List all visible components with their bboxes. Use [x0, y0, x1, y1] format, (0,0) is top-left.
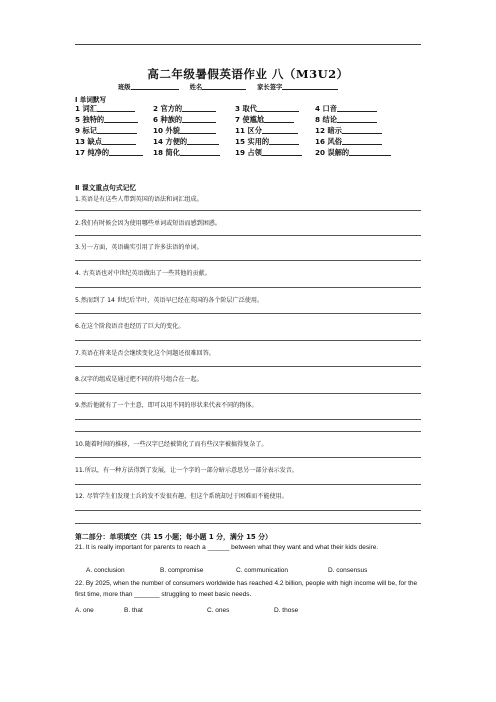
question-22-stem: 22. By 2025, when the number of consumers worldwide has reached 4.2 billion, people with high income will be, for the first time, more than _______ struggling to meet basic needs. [75, 580, 418, 599]
answer-line[interactable] [75, 484, 421, 485]
sentence-prompt: 2.我们有时候会因为使用哪些单词或短语而感到困惑。 [75, 220, 221, 227]
vocab-item: 6 种族的 [153, 115, 216, 125]
vocab-blank[interactable] [342, 137, 382, 145]
answer-line[interactable] [75, 457, 421, 458]
vocab-item: 19 占领 [235, 148, 302, 158]
class-label: 班级 [118, 84, 131, 91]
vocab-blank[interactable] [182, 115, 216, 123]
answer-line[interactable] [75, 431, 421, 432]
vocab-item: 1 词汇 [75, 104, 135, 114]
vocab-item: 11 区分 [235, 126, 298, 136]
vocab-item: 18 简化 [153, 148, 220, 158]
answer-line[interactable] [75, 510, 421, 511]
q22-option-c[interactable]: C. ones [207, 607, 230, 614]
answer-line[interactable] [75, 523, 421, 524]
sentence-prompt: 10.随着时间的推移，一些汉字已经被简化了而有些汉字被搞得复杂了。 [75, 441, 268, 448]
sentence-prompt: 6.在这个阶段语音也经历了巨大的变化。 [75, 323, 185, 330]
vocab-item: 16 风俗 [315, 137, 382, 147]
sentence-prompt: 11.所以，有一种方法得到了发展，让一个字的一部分暗示意思另一部分表示发音。 [75, 467, 298, 474]
vocab-item: 2 官方的 [153, 104, 216, 114]
answer-line[interactable] [75, 260, 421, 261]
q21-option-d[interactable]: D. consensus [328, 567, 368, 574]
vocab-blank[interactable] [97, 104, 135, 112]
q21-option-c[interactable]: C. communication [236, 567, 289, 574]
vocab-blank[interactable] [182, 104, 216, 112]
vocab-item: 9 标记 [75, 126, 137, 136]
vocab-blank[interactable] [187, 137, 219, 145]
vocab-blank[interactable] [337, 104, 377, 112]
vocab-item: 17 纯净的 [75, 148, 143, 158]
answer-line[interactable] [75, 235, 421, 236]
sentence-prompt: 3.另一方面，英语确实引用了许多法语的单词。 [75, 244, 203, 251]
q22-option-a[interactable]: A. one [75, 607, 94, 614]
q21-option-b[interactable]: B. compromise [160, 567, 204, 574]
page-title: 高二年级暑假英语作业 八（M3U2） [147, 67, 349, 81]
sentence-prompt: 5.然而到了 14 世纪后半叶，英语早已经在英国的各个阶层广泛使用。 [75, 297, 264, 304]
sentence-section-heading: Ⅱ 课文重点句式记忆 [75, 184, 137, 192]
answer-line[interactable] [75, 340, 421, 341]
q22-option-b[interactable]: B. that [124, 607, 143, 614]
answer-line[interactable] [75, 287, 421, 288]
vocab-item: 8 结论 [315, 115, 377, 125]
question-21-stem: 21. It is really important for parents to reach a ______ between what they want and what their kids desire. [75, 544, 379, 551]
vocab-item: 15 实用的 [235, 137, 299, 147]
sentence-prompt: 8.汉字的组成是通过把不同的符号组合在一起。 [75, 376, 203, 383]
sentence-prompt: 12. 尽管学生们发现士兵的发不发很有趣，但这个系统却过于困难而不能使用。 [75, 493, 288, 500]
vocab-blank[interactable] [342, 126, 382, 134]
part2-heading: 第二部分：单项填空（共 15 小题；每小题 1 分，满分 15 分） [75, 533, 272, 541]
answer-line[interactable] [75, 393, 421, 394]
vocab-item: 4 口音 [315, 104, 377, 114]
vocab-item: 10 外貌 [153, 126, 216, 136]
vocab-item: 5 独特的 [75, 115, 138, 125]
vocab-blank[interactable] [109, 148, 143, 156]
answer-line[interactable] [75, 313, 421, 314]
vocab-blank[interactable] [180, 126, 216, 134]
q21-option-a[interactable]: A. conclusion [86, 567, 125, 574]
vocab-blank[interactable] [102, 137, 136, 145]
name-field[interactable] [202, 82, 246, 90]
vocab-item: 13 缺点 [75, 137, 136, 147]
name-label: 姓名 [189, 84, 203, 91]
q22-option-d[interactable]: D. those [274, 607, 299, 614]
vocab-blank[interactable] [257, 104, 299, 112]
vocab-item: 20 误解的 [315, 148, 391, 158]
answer-line[interactable] [75, 210, 421, 211]
vocab-blank[interactable] [104, 115, 138, 123]
vocab-blank[interactable] [269, 137, 299, 145]
answer-line[interactable] [75, 419, 421, 420]
vocab-item: 7 使尴尬 [235, 115, 294, 125]
sentence-prompt: 4. 古英语也对中世纪英语做出了一些其他的贡献。 [75, 270, 211, 277]
top-rule [75, 44, 421, 45]
sentence-prompt: 1.英语是有这些人带到英国的语法和词汇组成。 [75, 196, 203, 203]
parent-signature-field[interactable] [282, 82, 338, 90]
vocab-blank[interactable] [262, 148, 302, 156]
vocab-blank[interactable] [180, 148, 220, 156]
parent-signature-label: 家长签字 [257, 84, 283, 91]
vocab-blank[interactable] [264, 115, 294, 123]
sentence-prompt: 9.然后他就有了一个主意，即可以用不同的形状来代表不同的物体。 [75, 402, 258, 409]
vocab-item: 12 暗示 [315, 126, 382, 136]
vocab-blank[interactable] [349, 148, 391, 156]
answer-line[interactable] [75, 366, 421, 367]
vocab-heading: Ⅰ 单词默写 [75, 96, 107, 104]
vocab-blank[interactable] [97, 126, 137, 134]
vocab-blank[interactable] [262, 126, 298, 134]
class-field[interactable] [131, 82, 179, 90]
vocab-item: 14 方便的 [153, 137, 219, 147]
sentence-prompt: 7.英语在将来是否会继续变化这个问题还很难回答。 [75, 350, 215, 357]
vocab-blank[interactable] [337, 115, 377, 123]
vocab-item: 3 取代 [235, 104, 299, 114]
student-info-line [118, 82, 338, 91]
